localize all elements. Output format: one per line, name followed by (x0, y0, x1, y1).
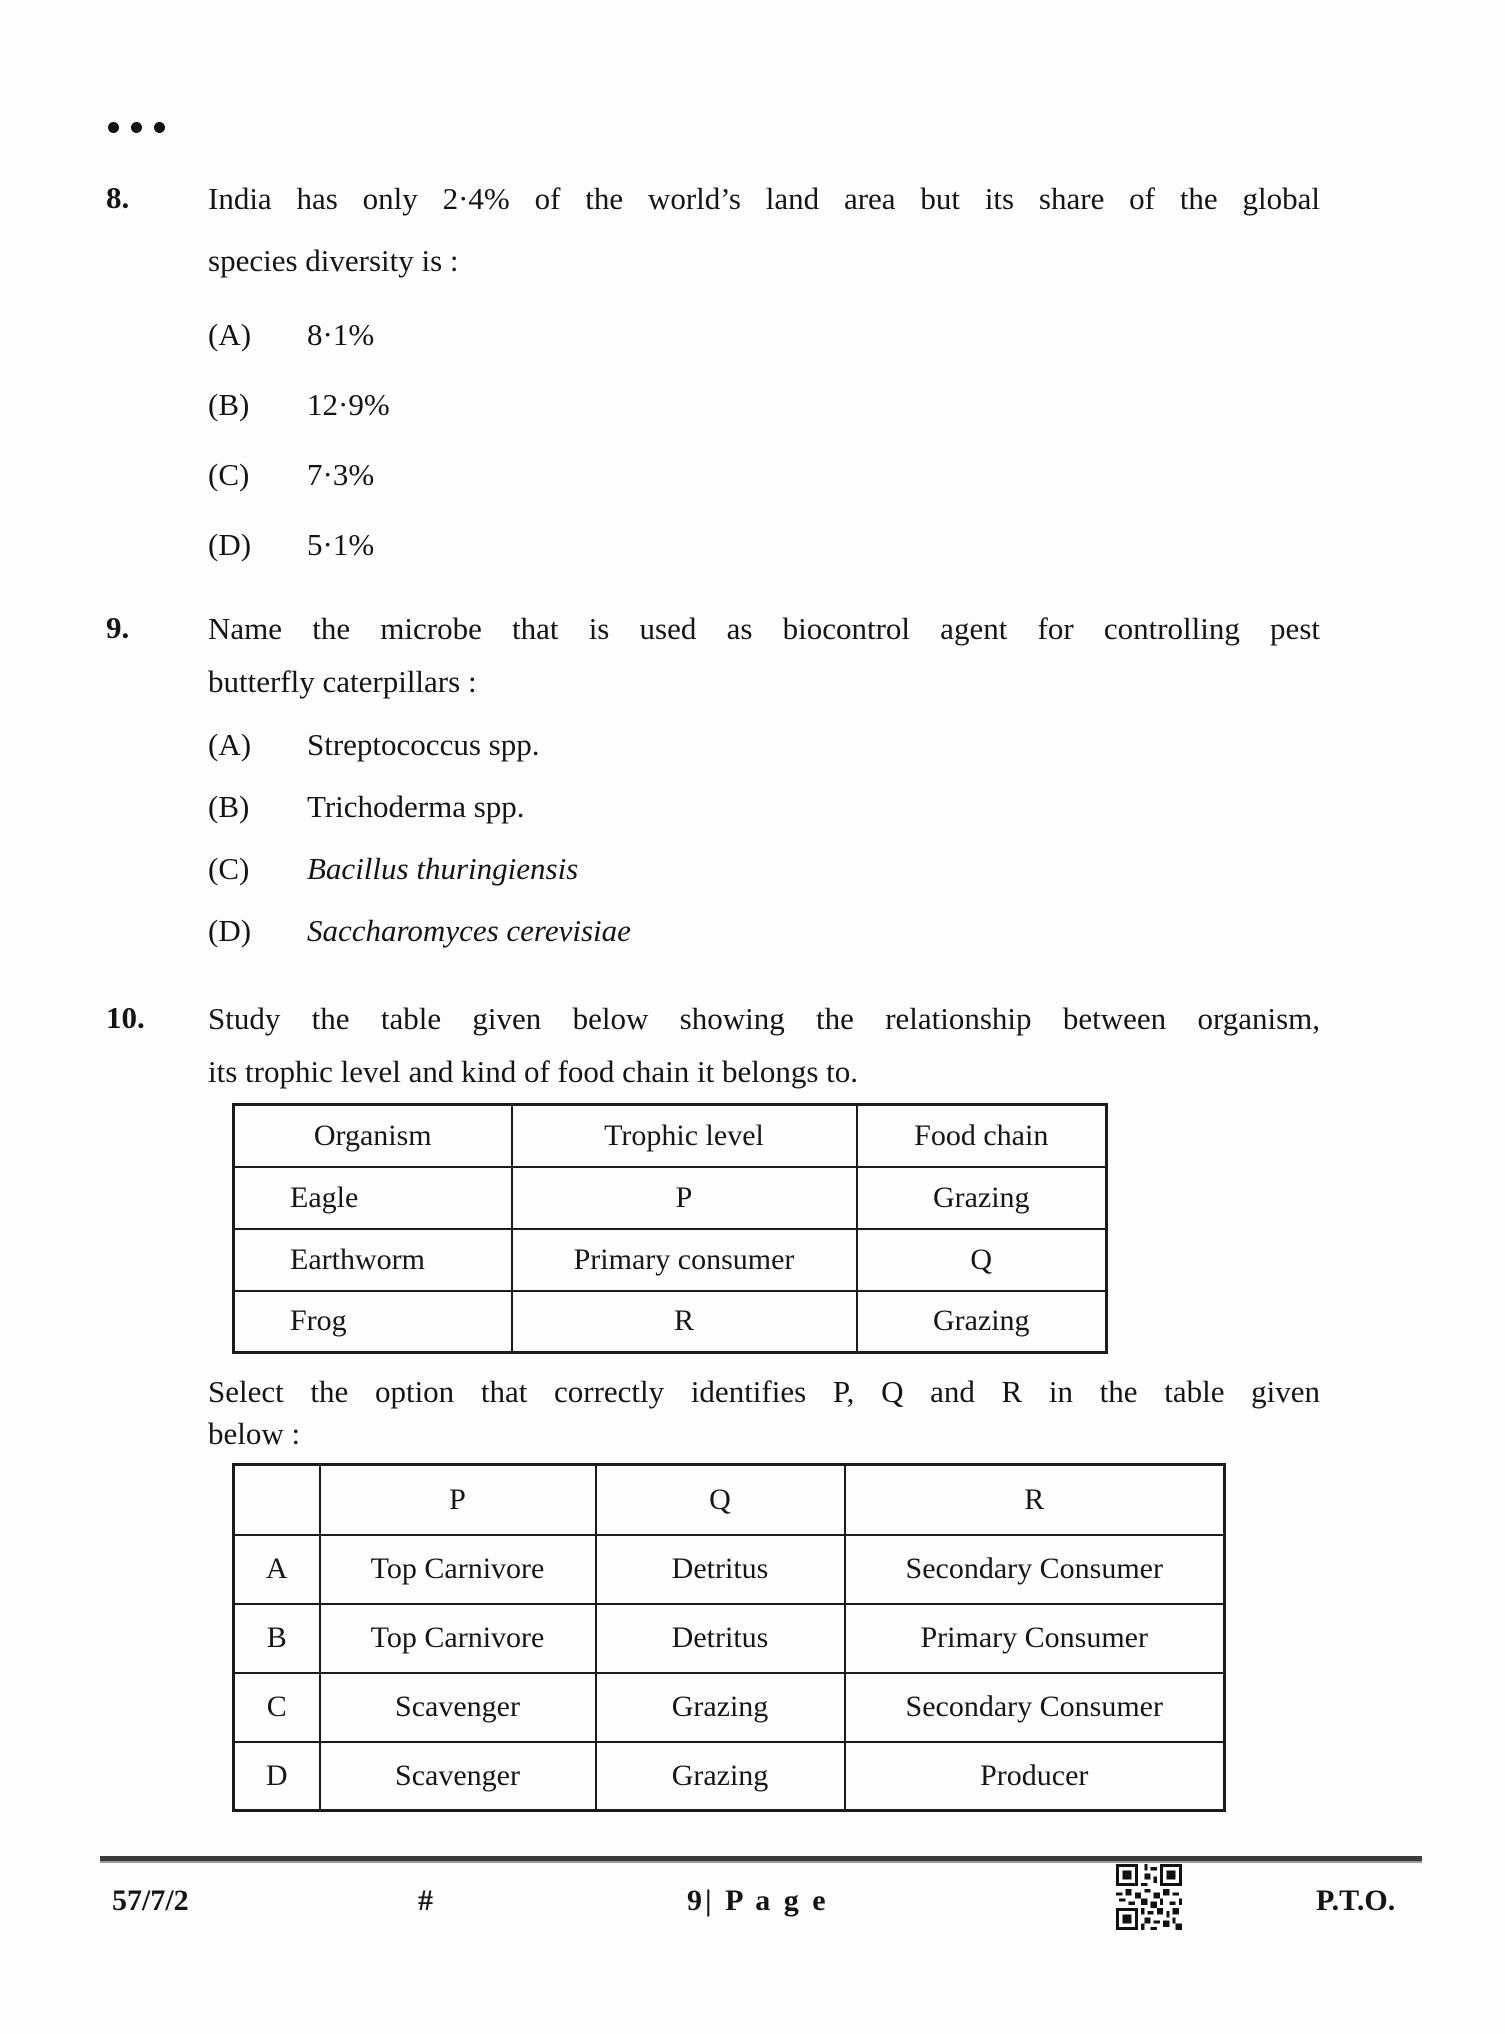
option-label: (C) (208, 851, 250, 886)
table-cell: Top Carnivore (320, 1604, 596, 1673)
question-10-text-line-1: Study the table given below showing the relationship between organism, (208, 1001, 1320, 1036)
table-header-cell: P (320, 1465, 596, 1535)
table-row (234, 1604, 1225, 1673)
option-text: 5·1% (307, 527, 375, 562)
option-text: 8·1% (307, 317, 375, 352)
trophic-level-table (232, 1103, 1108, 1354)
paper-code: 57/7/2 (112, 1884, 189, 1917)
table-cell: Grazing (596, 1673, 845, 1742)
footer-hash: # (418, 1884, 433, 1917)
question-9-text-line-1: Name the microbe that is used as biocontrol agent for controlling pest (208, 611, 1320, 646)
question-10-number: 10. (106, 1000, 145, 1035)
question-10-text-line-2: its trophic level and kind of food chain it belongs to. (208, 1054, 859, 1089)
table-cell: Top Carnivore (320, 1535, 596, 1604)
select-instruction-line-1: Select the option that correctly identifies P, Q and R in the table given (208, 1374, 1320, 1409)
table-row (234, 1229, 1107, 1291)
table-cell: Primary Consumer (845, 1604, 1225, 1673)
table-row (234, 1742, 1225, 1811)
pto-label: P.T.O. (1316, 1884, 1396, 1917)
question-9-option-a (208, 727, 539, 763)
option-label: (A) (208, 727, 252, 762)
table-cell: Detritus (596, 1535, 845, 1604)
question-9-option-b (208, 789, 525, 825)
table-cell: Q (857, 1229, 1107, 1291)
table-cell: P (512, 1167, 857, 1229)
table-cell: Grazing (857, 1291, 1107, 1353)
question-9-option-d (208, 913, 631, 949)
option-label: (B) (208, 387, 250, 422)
table-header-row (234, 1465, 1225, 1535)
table-cell: Secondary Consumer (845, 1535, 1225, 1604)
question-8-text-line-1: India has only 2·4% of the world’s land area but its share of the global (208, 181, 1320, 216)
pqr-option-table (232, 1463, 1226, 1812)
option-text: 7·3% (307, 457, 375, 492)
option-label: (D) (208, 913, 252, 948)
table-cell: A (234, 1535, 320, 1604)
option-text: 12·9% (307, 387, 390, 422)
table-row (234, 1535, 1225, 1604)
continuation-dots-icon (108, 120, 177, 138)
table-cell: Grazing (596, 1742, 845, 1811)
select-instruction-line-2: below : (208, 1416, 301, 1451)
table-cell: B (234, 1604, 320, 1673)
table-header-cell: Trophic level (512, 1105, 857, 1167)
table-cell: Grazing (857, 1167, 1107, 1229)
table-header-cell: Food chain (857, 1105, 1107, 1167)
option-text: Trichoderma spp. (307, 789, 525, 824)
question-9-text-line-2: butterfly caterpillars : (208, 664, 477, 699)
table-header-row (234, 1105, 1107, 1167)
table-cell: Scavenger (320, 1673, 596, 1742)
question-8-option-d (208, 527, 374, 563)
table-row (234, 1167, 1107, 1229)
table-cell: Eagle (234, 1167, 512, 1229)
option-label: (B) (208, 789, 250, 824)
table-cell: Detritus (596, 1604, 845, 1673)
table-cell: Secondary Consumer (845, 1673, 1225, 1742)
option-label: (A) (208, 317, 252, 352)
question-8-option-c (208, 457, 374, 493)
question-9-option-c (208, 851, 578, 887)
table-cell: Scavenger (320, 1742, 596, 1811)
question-8-option-b (208, 387, 390, 423)
table-cell: R (512, 1291, 857, 1353)
footer-divider (100, 1856, 1422, 1863)
table-row (234, 1673, 1225, 1742)
option-text: Streptococcus spp. (307, 727, 540, 762)
question-8-number: 8. (106, 180, 130, 215)
option-text: Bacillus thuringiensis (307, 851, 579, 886)
question-9-number: 9. (106, 610, 130, 645)
question-8-option-a (208, 317, 374, 353)
table-cell: Frog (234, 1291, 512, 1353)
table-row (234, 1291, 1107, 1353)
table-cell: C (234, 1673, 320, 1742)
option-label: (C) (208, 457, 250, 492)
option-label: (D) (208, 527, 252, 562)
table-cell: Primary consumer (512, 1229, 857, 1291)
table-header-cell (234, 1465, 320, 1535)
table-header-cell: Organism (234, 1105, 512, 1167)
table-cell: D (234, 1742, 320, 1811)
page-indicator: 9| P a g e (687, 1884, 829, 1917)
qr-code-icon (1116, 1862, 1182, 1932)
question-8-text-line-2: species diversity is : (208, 243, 459, 278)
table-cell: Earthworm (234, 1229, 512, 1291)
table-cell: Producer (845, 1742, 1225, 1811)
table-header-cell: Q (596, 1465, 845, 1535)
table-header-cell: R (845, 1465, 1225, 1535)
option-text: Saccharomyces cerevisiae (307, 913, 631, 948)
